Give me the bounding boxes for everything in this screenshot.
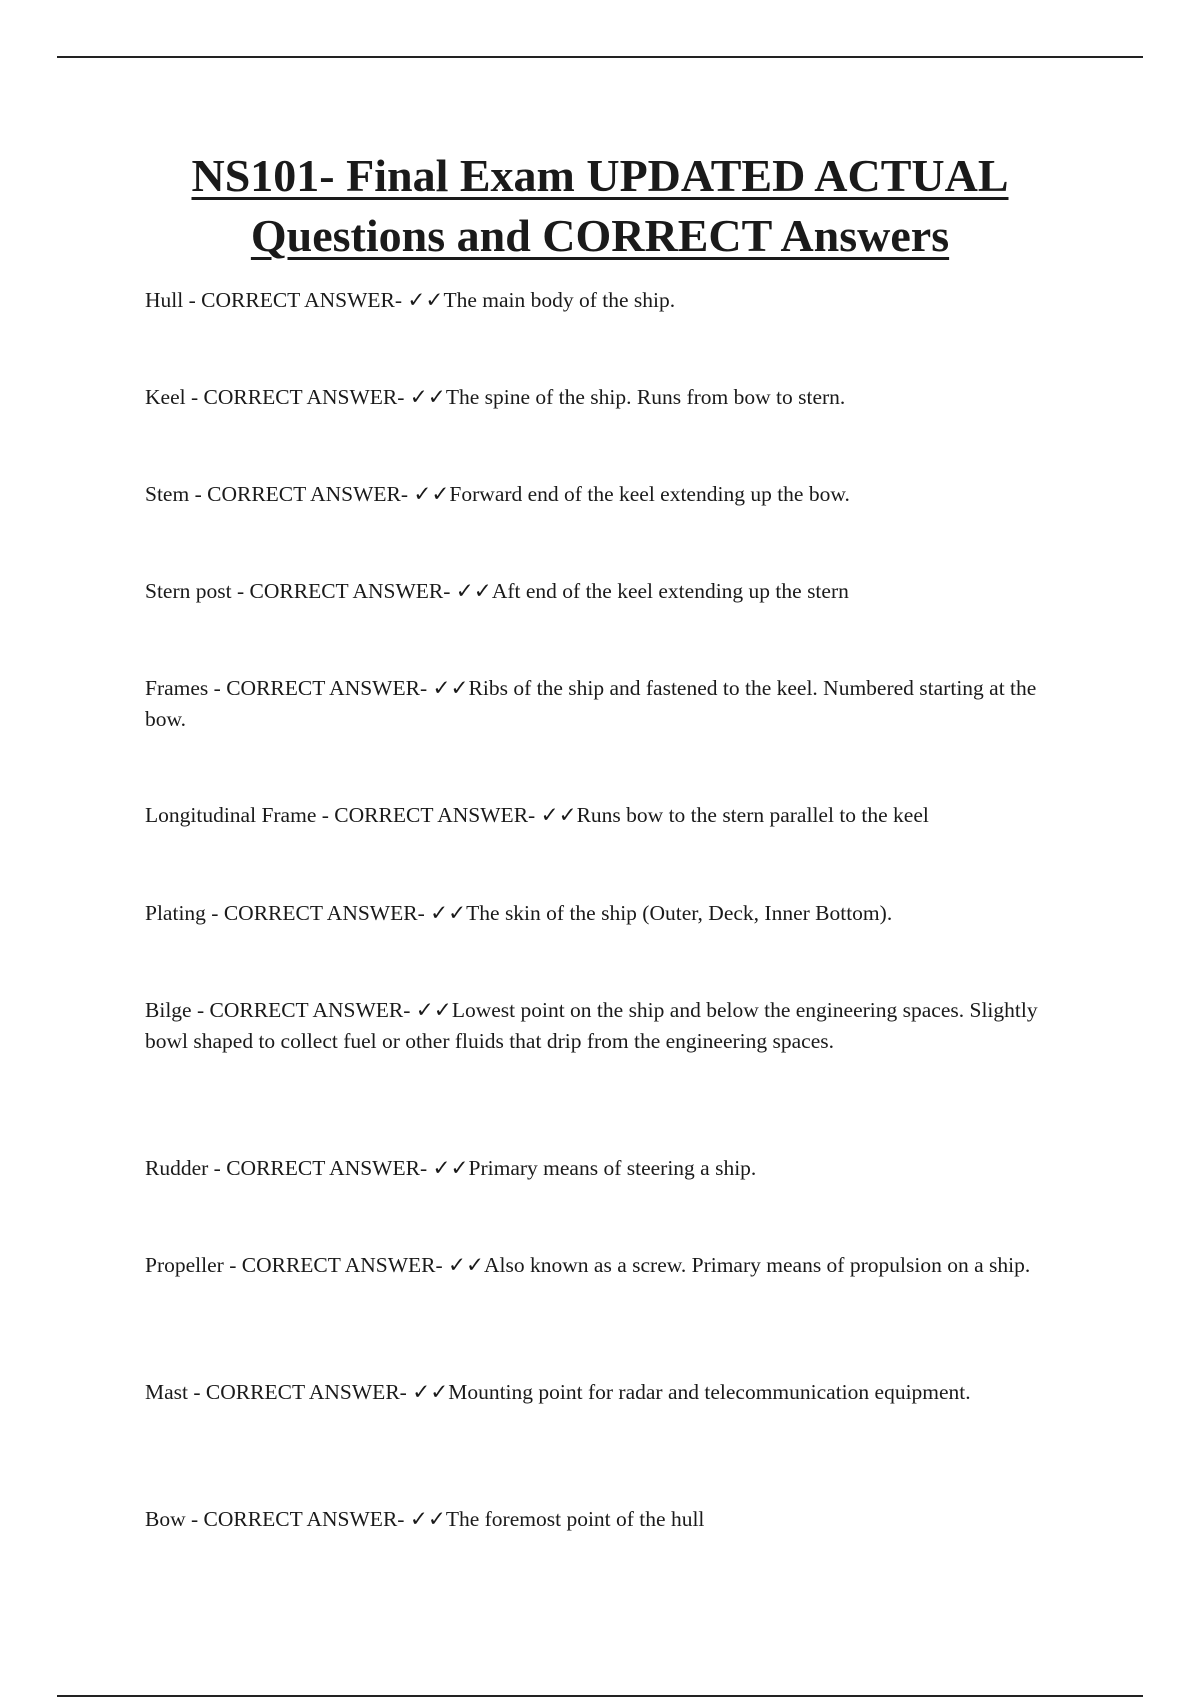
qa-answer: Forward end of the keel extending up the bow.	[449, 482, 850, 506]
qa-item-stern-post: Stern post - CORRECT ANSWER- ✓✓Aft end of the keel extending up the stern	[145, 579, 849, 603]
qa-answer: Runs bow to the stern parallel to the keel	[576, 803, 929, 827]
qa-term: Rudder	[145, 1156, 209, 1180]
qa-term: Bilge	[145, 998, 192, 1022]
qa-item-frames: Frames - CORRECT ANSWER- ✓✓Ribs of the ship and fastened to the keel. Numbered starting at the bow.	[145, 676, 1037, 731]
qa-term: Stem	[145, 482, 190, 506]
qa-term: Propeller	[145, 1253, 224, 1277]
qa-term: Plating	[145, 901, 206, 925]
qa-item-longitudinal-frame: Longitudinal Frame - CORRECT ANSWER- ✓✓Runs bow to the stern parallel to the keel	[145, 803, 929, 827]
qa-answer: The main body of the ship.	[443, 288, 676, 312]
double-check-icon: ✓✓	[430, 901, 467, 925]
qa-label: CORRECT ANSWER-	[207, 482, 409, 506]
double-check-icon: ✓✓	[432, 676, 469, 700]
qa-label: CORRECT ANSWER-	[226, 1156, 428, 1180]
qa-item-mast: Mast - CORRECT ANSWER- ✓✓Mounting point for radar and telecommunication equipment.	[145, 1380, 971, 1404]
qa-label: CORRECT ANSWER-	[223, 901, 425, 925]
page-title	[100, 146, 1100, 266]
qa-answer: Primary means of steering a ship.	[468, 1156, 757, 1180]
qa-item-hull: Hull - CORRECT ANSWER- ✓✓The main body of the ship.	[145, 288, 676, 312]
qa-answer: Aft end of the keel extending up the stern	[491, 579, 849, 603]
double-check-icon: ✓✓	[409, 1507, 446, 1531]
qa-label: CORRECT ANSWER-	[203, 1507, 405, 1531]
qa-answer: The spine of the ship. Runs from bow to stern.	[445, 385, 846, 409]
qa-term: Frames	[145, 676, 209, 700]
qa-term: Hull	[145, 288, 184, 312]
qa-item-propeller: Propeller - CORRECT ANSWER- ✓✓Also known as a screw. Primary means of propulsion on a ship.	[145, 1253, 1031, 1277]
qa-item-keel: Keel - CORRECT ANSWER- ✓✓The spine of the ship. Runs from bow to stern.	[145, 385, 846, 409]
double-check-icon: ✓✓	[448, 1253, 485, 1277]
qa-term: Mast	[145, 1380, 188, 1404]
double-check-icon: ✓✓	[412, 1380, 449, 1404]
double-check-icon: ✓✓	[409, 385, 446, 409]
qa-item-bow: Bow - CORRECT ANSWER- ✓✓The foremost point of the hull	[145, 1507, 705, 1531]
qa-label: CORRECT ANSWER-	[203, 385, 405, 409]
qa-term: Bow	[145, 1507, 186, 1531]
title-line-1: NS101- Final Exam UPDATED ACTUAL	[191, 150, 1009, 201]
double-check-icon: ✓✓	[413, 482, 450, 506]
qa-label: CORRECT ANSWER-	[249, 579, 451, 603]
double-check-icon: ✓✓	[432, 1156, 469, 1180]
qa-answer: The foremost point of the hull	[445, 1507, 705, 1531]
qa-answer: Lowest point on the ship and below the engineering spaces. Slightly bowl shaped to collect fuel or other fluids that drip from the engineering spaces.	[145, 998, 1038, 1053]
qa-answer: Ribs of the ship and fastened to the keel. Numbered starting at the bow.	[145, 676, 1037, 731]
qa-label: CORRECT ANSWER-	[334, 803, 536, 827]
qa-term: Keel	[145, 385, 186, 409]
header-rule	[57, 56, 1143, 58]
qa-answer: The skin of the ship (Outer, Deck, Inner Bottom).	[466, 901, 893, 925]
title-line-2: Questions and CORRECT Answers	[250, 210, 950, 261]
qa-label: CORRECT ANSWER-	[226, 676, 428, 700]
qa-label: CORRECT ANSWER-	[201, 288, 403, 312]
qa-item-plating: Plating - CORRECT ANSWER- ✓✓The skin of the ship (Outer, Deck, Inner Bottom).	[145, 901, 893, 925]
qa-term: Stern post	[145, 579, 232, 603]
double-check-icon: ✓✓	[455, 579, 492, 603]
qa-label: CORRECT ANSWER-	[205, 1380, 407, 1404]
double-check-icon: ✓✓	[407, 288, 444, 312]
qa-term: Longitudinal Frame	[145, 803, 317, 827]
qa-label: CORRECT ANSWER-	[241, 1253, 443, 1277]
qa-item-bilge: Bilge - CORRECT ANSWER- ✓✓Lowest point on the ship and below the engineering spaces. Slightly bowl shaped to collect fuel or other fluids that drip from the engineering spaces.	[145, 998, 1038, 1053]
double-check-icon: ✓✓	[540, 803, 577, 827]
qa-item-rudder: Rudder - CORRECT ANSWER- ✓✓Primary means of steering a ship.	[145, 1156, 757, 1180]
qa-label: CORRECT ANSWER-	[209, 998, 411, 1022]
footer-rule	[57, 1695, 1143, 1697]
double-check-icon: ✓✓	[415, 998, 452, 1022]
qa-item-stem: Stem - CORRECT ANSWER- ✓✓Forward end of the keel extending up the bow.	[145, 482, 850, 506]
qa-answer: Mounting point for radar and telecommunication equipment.	[448, 1380, 971, 1404]
qa-answer: Also known as a screw. Primary means of propulsion on a ship.	[484, 1253, 1031, 1277]
